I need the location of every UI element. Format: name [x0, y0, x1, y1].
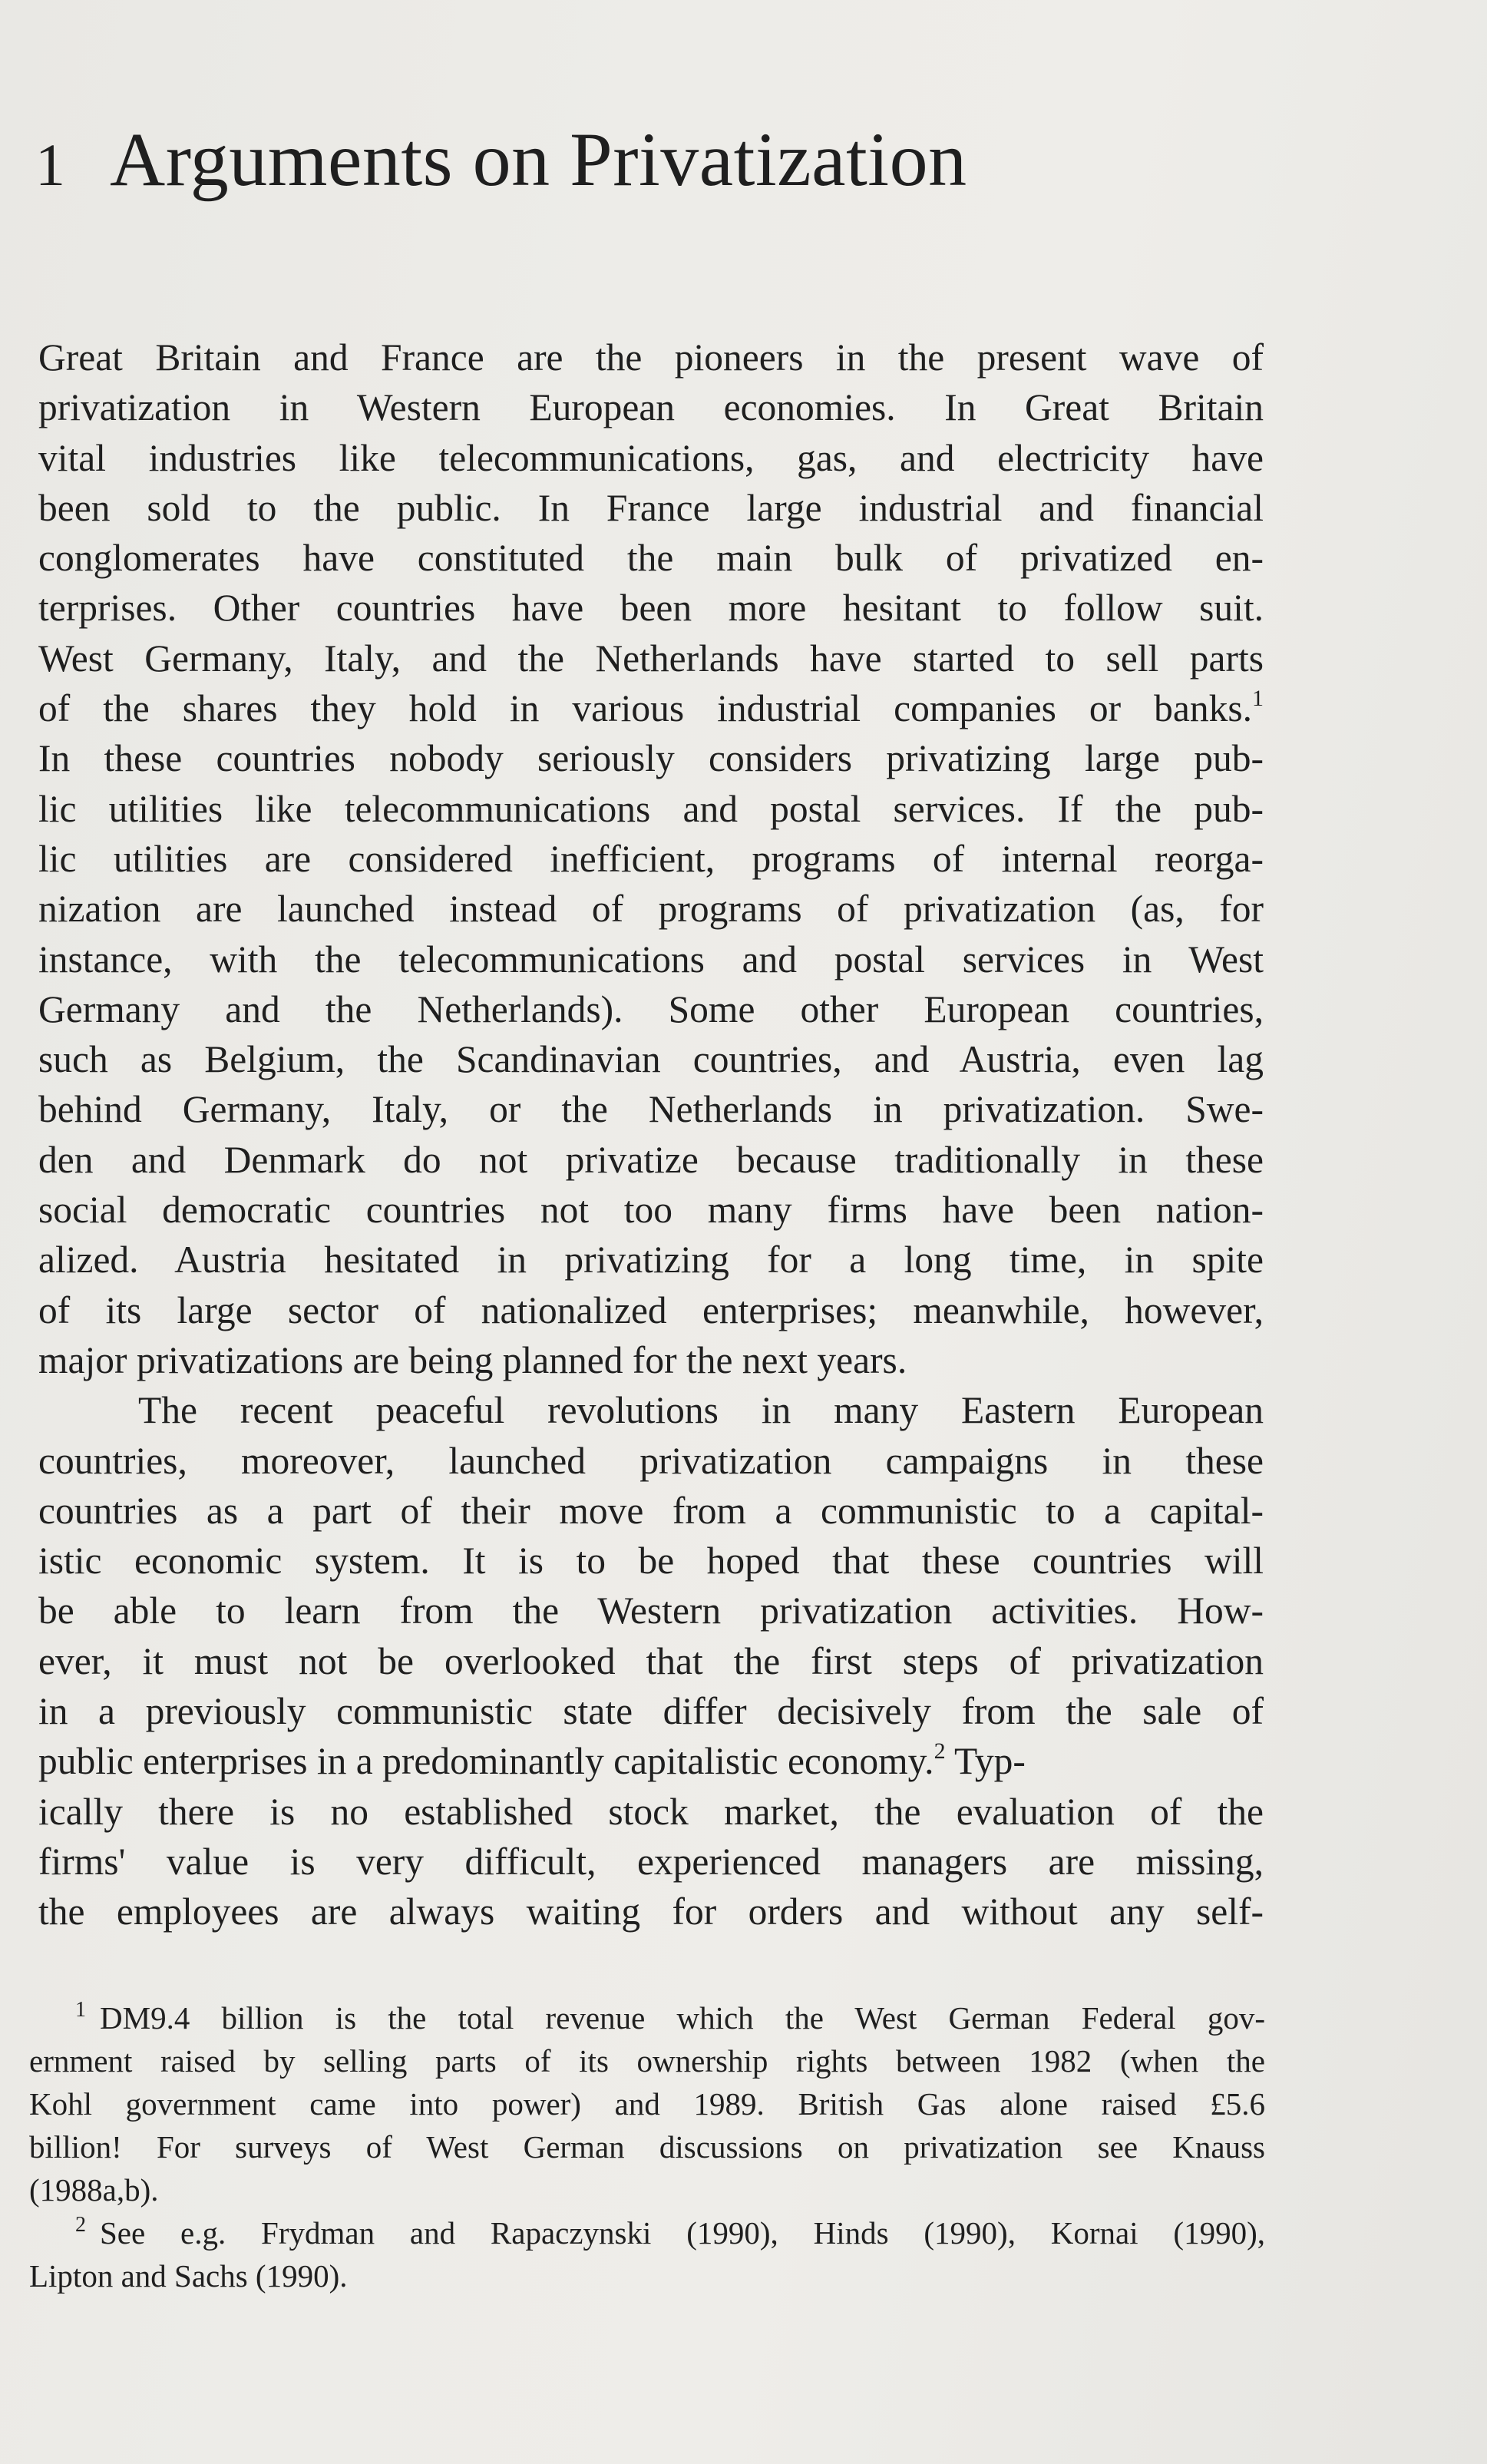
footnote-line	[75, 2211, 1265, 2254]
footnotes	[29, 1996, 1265, 2297]
footnote-ref-2[interactable]: 2	[934, 1738, 946, 1764]
text-line: ever, it must not be overlooked that the first steps of privatization	[38, 1639, 1264, 1682]
text-line: be able to learn from the Western privatization activities. How-	[38, 1589, 1264, 1632]
text-line: social democratic countries not too many firms have been nation-	[38, 1189, 1264, 1232]
text-line: been sold to the public. In France large industrial and financial	[38, 486, 1264, 529]
footnote-line	[75, 1996, 1265, 2039]
text-line: such as Belgium, the Scandinavian countries, and Austria, even lag	[38, 1038, 1264, 1081]
text-line: major privatizations are being planned for the next years.	[38, 1338, 907, 1381]
footnote-line: ernment raised by selling parts of its ownership rights between 1982 (when the	[29, 2043, 1265, 2079]
text-line: nization are launched instead of programs of privatization (as, for	[38, 888, 1264, 931]
footnote-ref-1[interactable]: 1	[1252, 686, 1264, 712]
text-line: conglomerates have constituted the main bulk of privatized en-	[38, 537, 1264, 580]
text-line-content: of the shares they hold in various industrial companies or banks.	[38, 687, 1252, 730]
chapter-number: 1	[35, 131, 65, 198]
text-line: privatization in Western European economies. In Great Britain	[38, 386, 1264, 429]
chapter-heading	[35, 117, 1264, 221]
text-line: of its large sector of nationalized enterprises; meanwhile, however,	[38, 1288, 1264, 1331]
footnote-mark-2: 2	[75, 2213, 86, 2237]
footnote-line: Kohl government came into power) and 1989. British Gas alone raised £5.6	[29, 2086, 1265, 2122]
text-line: den and Denmark do not privatize because traditionally in these	[38, 1138, 1264, 1181]
text-line: lic utilities are considered inefficient, programs of internal reorga-	[38, 837, 1264, 880]
footnote-line: Lipton and Sachs (1990).	[29, 2258, 348, 2294]
footnote-mark-1: 1	[75, 1998, 86, 2022]
chapter-title: Arguments on Privatization	[110, 117, 967, 202]
text-line: alized. Austria hesitated in privatizing for a long time, in spite	[38, 1239, 1264, 1282]
footnote-text: See e.g. Frydman and Rapaczynski (1990), Hinds (1990), Kornai (1990),	[100, 2215, 1265, 2251]
text-line: The recent peaceful revolutions in many Eastern European	[138, 1389, 1264, 1432]
text-line: In these countries nobody seriously considers privatizing large pub-	[38, 737, 1264, 780]
text-line-content: public enterprises in a predominantly capitalistic economy.	[38, 1740, 934, 1783]
text-line: West Germany, Italy, and the Netherlands have started to sell parts	[38, 637, 1264, 680]
text-line-content: Typ-	[945, 1740, 1026, 1783]
footnote-line: (1988a,b).	[29, 2172, 159, 2208]
text-line: in a previously communistic state differ decisively from the sale of	[38, 1690, 1264, 1733]
text-line: firms' value is very difficult, experienced managers are missing,	[38, 1840, 1264, 1883]
footnote-text: DM9.4 billion is the total revenue which the West German Federal gov-	[100, 2000, 1265, 2036]
text-line: countries, moreover, launched privatization campaigns in these	[38, 1439, 1264, 1482]
text-line	[38, 683, 1264, 733]
text-line	[38, 1736, 1264, 1786]
text-line: Germany and the Netherlands). Some other European countries,	[38, 987, 1264, 1030]
text-line: terprises. Other countries have been more hesitant to follow suit.	[38, 587, 1264, 630]
footnote-line: billion! For surveys of West German discussions on privatization see Knauss	[29, 2129, 1265, 2165]
text-line: instance, with the telecommunications and postal services in West	[38, 938, 1264, 981]
body-text	[38, 332, 1264, 1937]
text-line: countries as a part of their move from a communistic to a capital-	[38, 1489, 1264, 1532]
text-line: behind Germany, Italy, or the Netherlands in privatization. Swe-	[38, 1088, 1264, 1131]
text-line: vital industries like telecommunications, gas, and electricity have	[38, 436, 1264, 479]
text-line: istic economic system. It is to be hoped that these countries will	[38, 1540, 1264, 1583]
text-line: lic utilities like telecommunications and postal services. If the pub-	[38, 787, 1264, 830]
text-line: ically there is no established stock market, the evaluation of the	[38, 1790, 1264, 1833]
text-line: the employees are always waiting for orders and without any self-	[38, 1890, 1264, 1933]
text-line: Great Britain and France are the pioneers in the present wave of	[38, 336, 1264, 379]
